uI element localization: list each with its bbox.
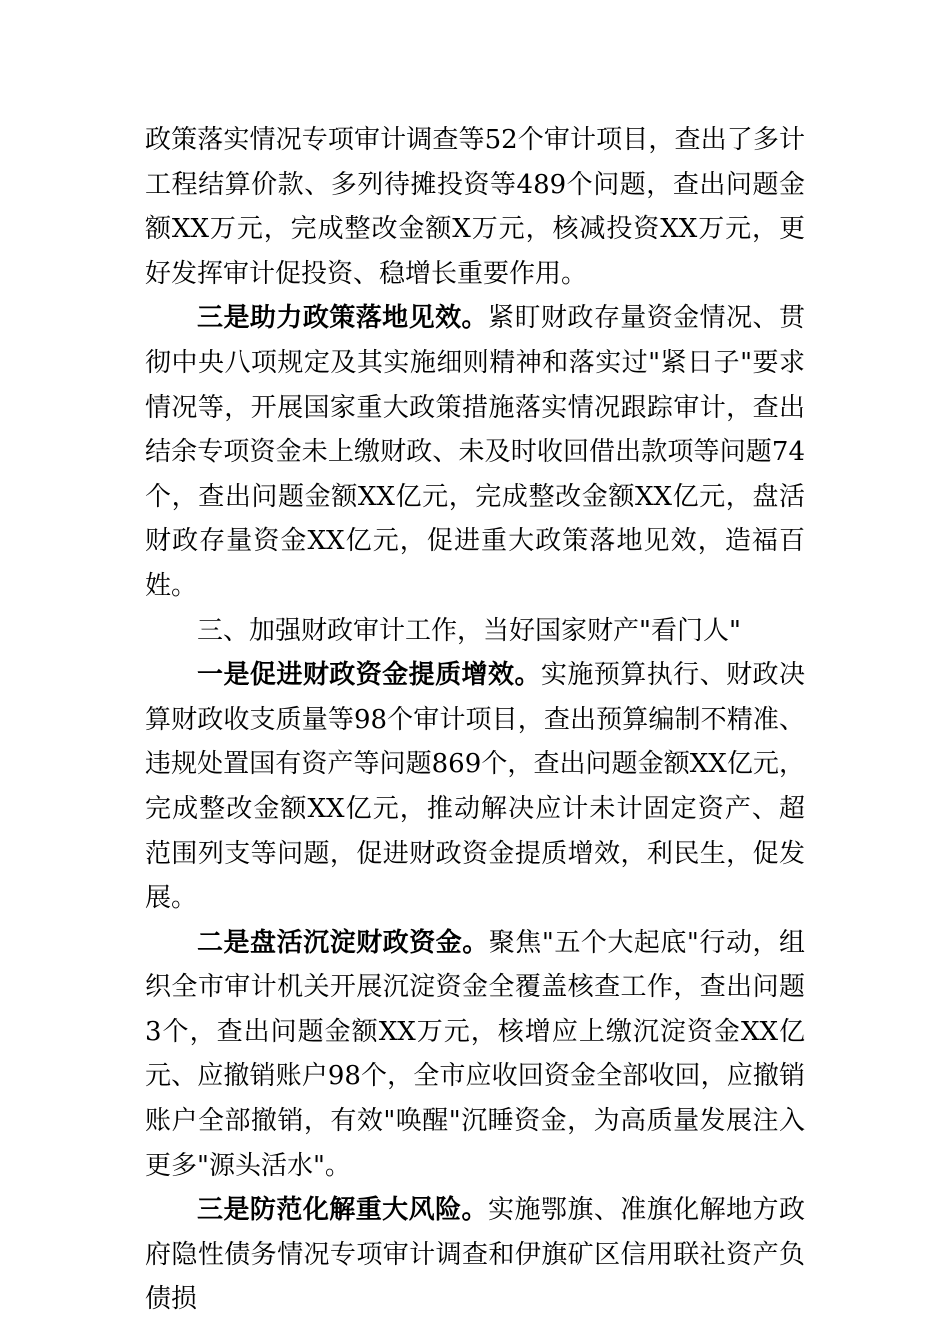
paragraph-text: 聚焦"五个大起底"行动，组织全市审计机关开展沉淀资金全覆盖核查工作，查出问题3个，查出问题金额XX万元，核增应上缴沉淀资金XX亿元、应撤销账户98个，全市应收回资金全部收回，应撤销账户全部撤销，有效"唤醒"沉睡资金，为高质量发展注入更多"源头活水"。 [145,927,805,1181]
paragraph-text: 实施预算执行、财政决算财政收支质量等98个审计项目，查出预算编制不精准、违规处置国有资产等问题869个，查出问题金额XX亿元，完成整改金额XX亿元，推动解决应计未计固定资产、超范围列支等问题，促进财政资金提质增效，利民生，促发展。 [145,660,805,914]
paragraph-2 [145,296,805,608]
paragraph-lead: 二是盘活沉淀财政资金。 [197,927,489,958]
document-body [145,118,805,1322]
paragraph-5 [145,1188,805,1322]
paragraph-lead: 三是防范化解重大风险。 [197,1195,488,1226]
paragraph-lead: 一是促进财政资金提质增效。 [197,660,541,691]
paragraph-3 [145,653,805,921]
paragraph-1 [145,118,805,296]
paragraph-4 [145,921,805,1189]
paragraph-lead: 三是助力政策落地见效。 [197,303,488,334]
paragraph-text: 政策落实情况专项审计调查等52个审计项目，查出了多计工程结算价款、多列待摊投资等489个问题，查出问题金额XX万元，完成整改金额X万元，核减投资XX万元，更好发挥审计促投资、稳增长重要作用。 [145,125,805,289]
paragraph-text: 实施鄂旗、准旗化解地方政府隐性债务情况专项审计调查和伊旗矿区信用联社资产负债损 [145,1195,805,1315]
section-heading: 三、加强财政审计工作，当好国家财产"看门人" [197,615,741,646]
paragraph-text: 紧盯财政存量资金情况、贯彻中央八项规定及其实施细则精神和落实过"紧日子"要求情况等，开展国家重大政策措施落实情况跟踪审计，查出结余专项资金未上缴财政、未及时收回借出款项等问题74个，查出问题金额XX亿元，完成整改金额XX亿元，盘活财政存量资金XX亿元，促进重大政策落地见效，造福百姓。 [145,303,805,601]
